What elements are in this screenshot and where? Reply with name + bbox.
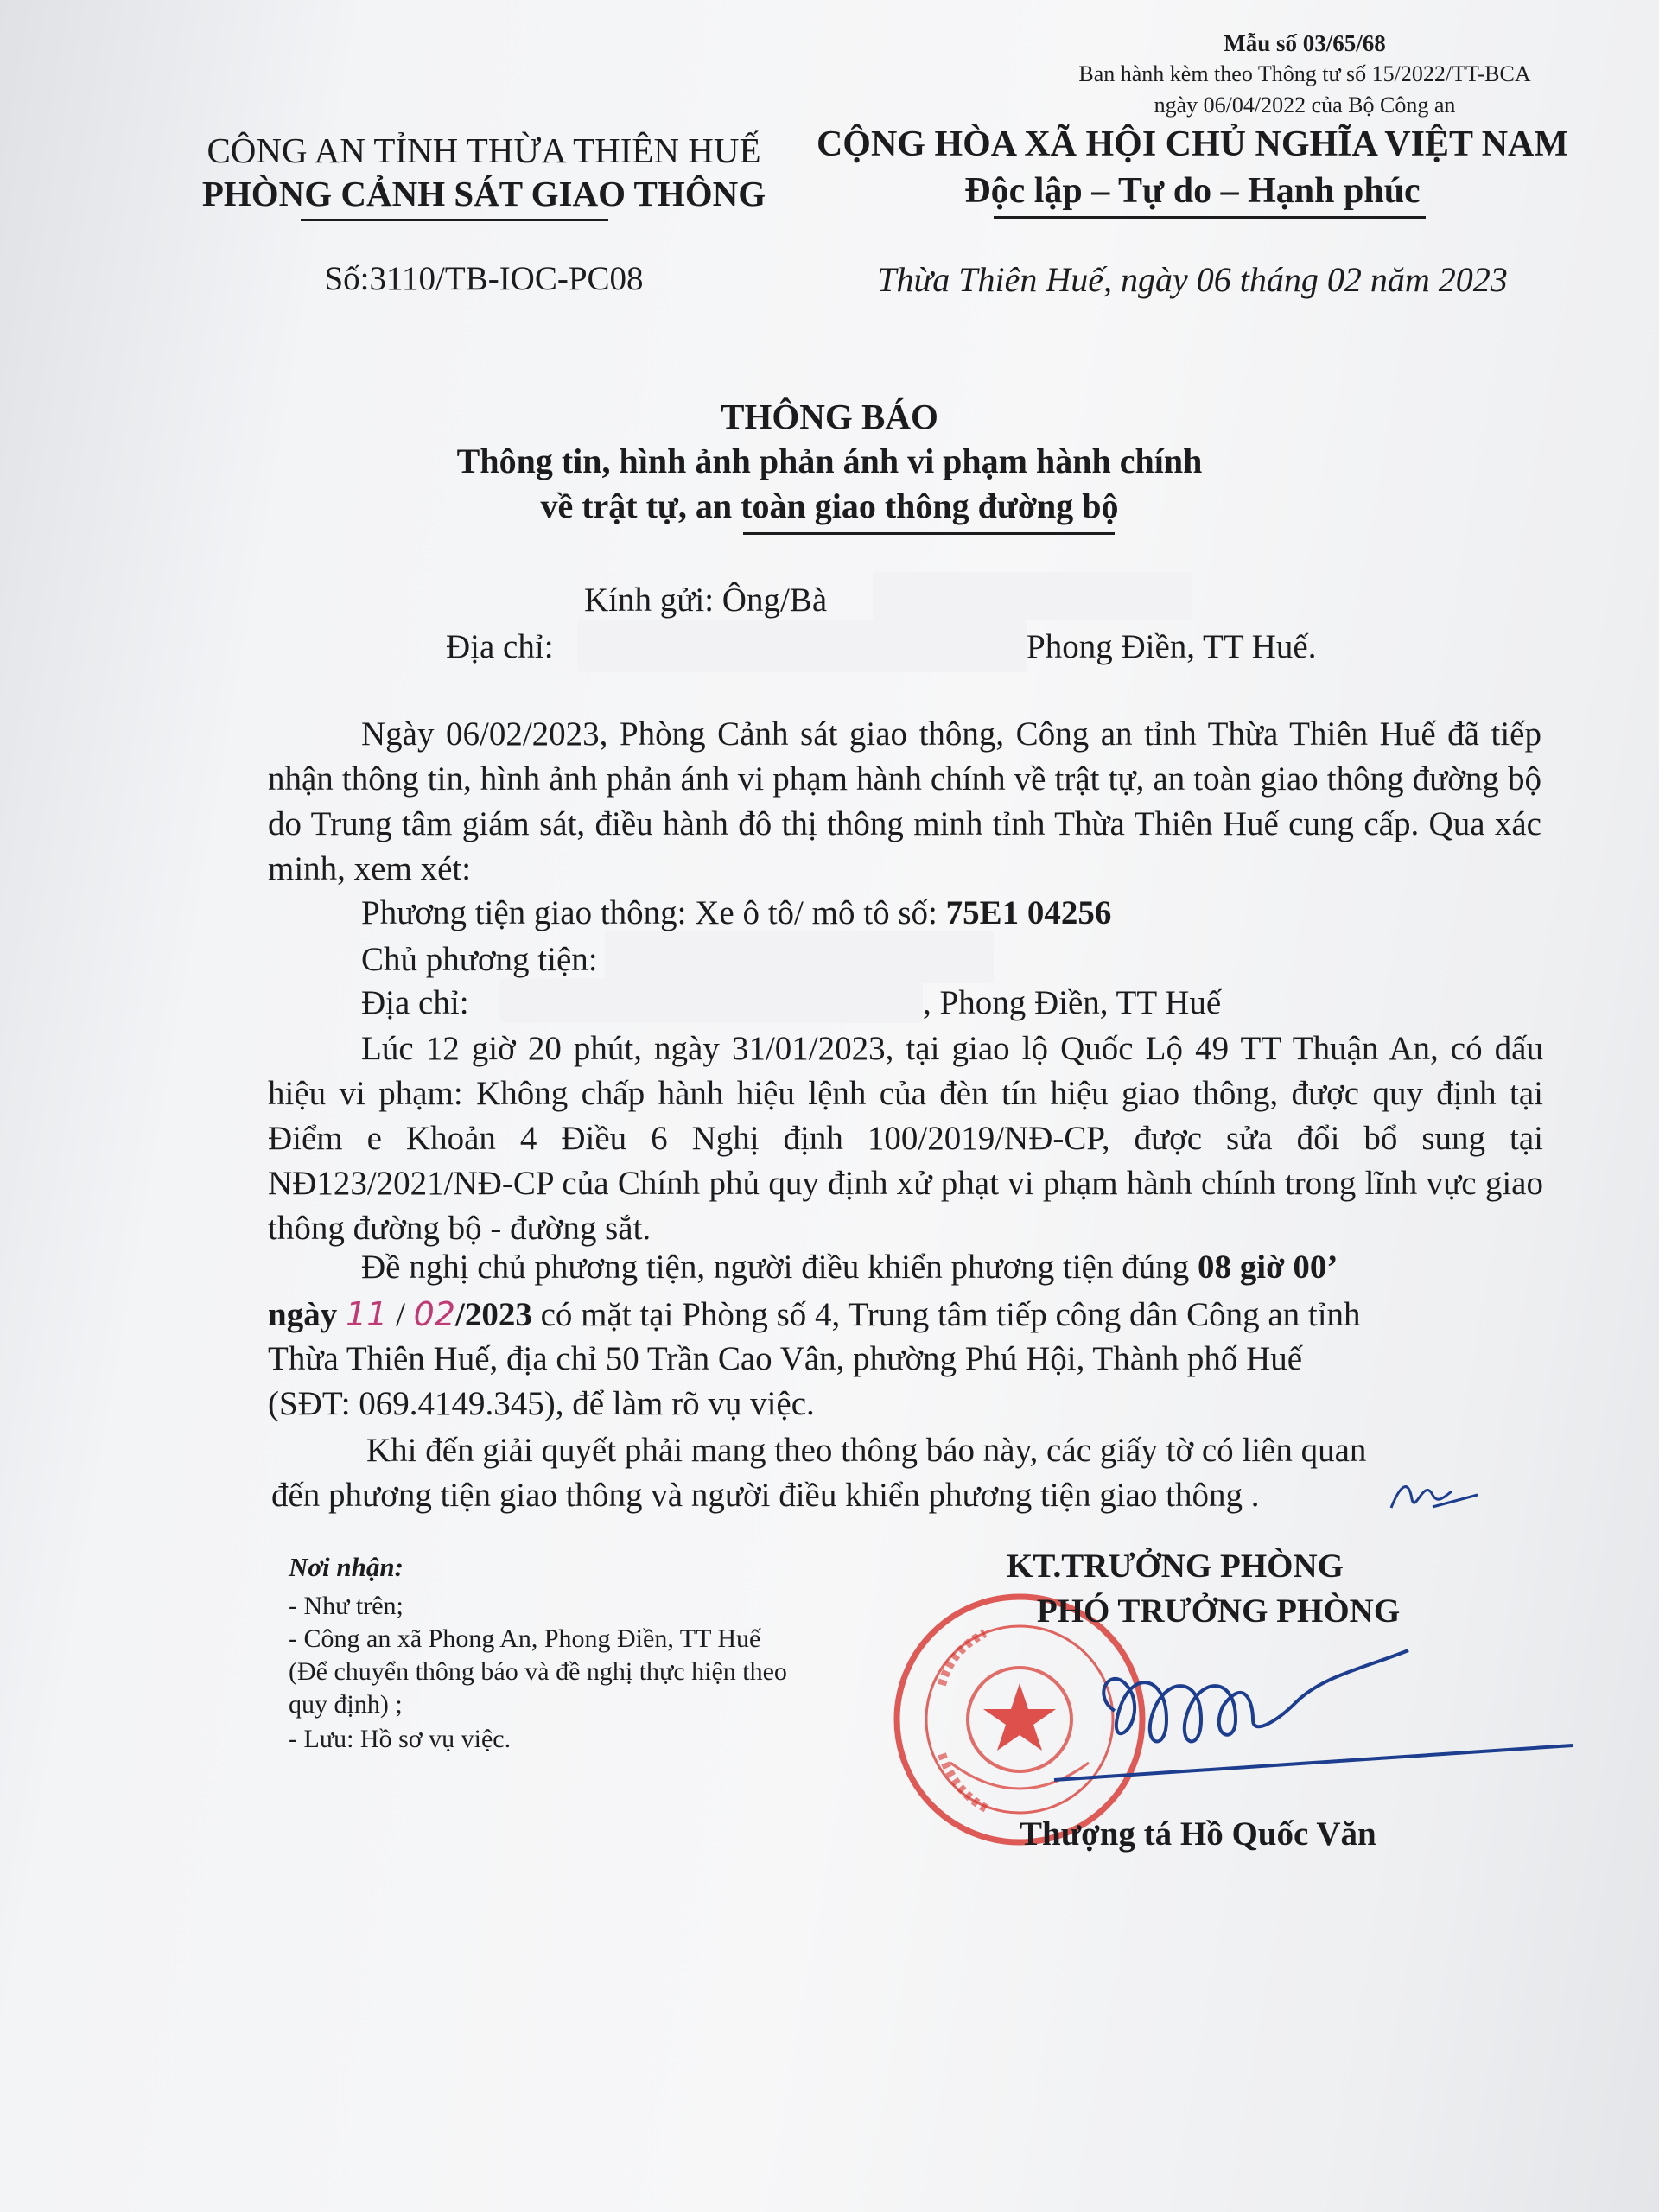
- paragraph-request-line4: (SĐT: 069.4149.345), để làm rõ vụ việc.: [268, 1385, 815, 1422]
- owner-address-label: Địa chỉ:: [361, 984, 469, 1021]
- agency-underline: [301, 219, 608, 221]
- title-underline: [743, 532, 1115, 535]
- redacted-owner: [605, 931, 994, 983]
- appointment-day-label: ngày: [268, 1296, 338, 1333]
- paragraph-intro: Ngày 06/02/2023, Phòng Cảnh sát giao thông, Công an tỉnh Thừa Thiên Huế đã tiếp nhận thông tin, hình ảnh phản ánh vi phạm hành chính về trật tự, an toàn giao thông đường bộ do Trung tâm giám sát, điều hành đô thị thông minh tỉnh Thừa Thiên Huế cung cấp. Qua xác minh, xem xét:: [268, 715, 1541, 887]
- recipient-4: quy định) ;: [289, 1690, 403, 1719]
- owner-label: Chủ phương tiện:: [361, 941, 598, 978]
- initial-mark-icon: [1382, 1460, 1486, 1521]
- paragraph-violation: Lúc 12 giờ 20 phút, ngày 31/01/2023, tại giao lộ Quốc Lộ 49 TT Thuận An, có dấu hiệu vi phạm: Không chấp hành hiệu lệnh của đèn tín hiệu giao thông, được quy định tại Điểm e Khoản 4 Điều 6 Nghị định 100/2019/NĐ-CP, được sửa đổi bổ sung tại NĐ123/2021/NĐ-CP của Chính phủ quy định xử phạt vi phạm hành chính trong lĩnh vực giao thông đường bộ - đường sắt.: [268, 1030, 1543, 1247]
- form-code: Mẫu số 03/65/68: [1224, 30, 1386, 56]
- handwritten-day: 11: [345, 1295, 388, 1333]
- agency-name: CÔNG AN TỈNH THỪA THIÊN HUẾ: [207, 130, 761, 170]
- document-subtitle-2: về trật tự, an toàn giao thông đường bộ: [540, 486, 1119, 525]
- redacted-address: [577, 620, 1027, 672]
- document-title: THÔNG BÁO: [721, 397, 938, 436]
- vehicle-plate: 75E1 04256: [945, 894, 1112, 931]
- owner-address-tail: , Phong Điền, TT Huế: [923, 984, 1222, 1021]
- request-text: Đề nghị chủ phương tiện, người điều khiển phương tiện đúng: [361, 1249, 1198, 1286]
- form-issued-line2: ngày 06/04/2022 của Bộ Công an: [1154, 92, 1456, 118]
- agency-department: [173, 171, 795, 217]
- redacted-name: [873, 572, 1192, 620]
- appointment-place: có mặt tại Phòng số 4, Trung tâm tiếp công dân Công an tỉnh: [531, 1296, 1361, 1333]
- paragraph-note-line1: Khi đến giải quyết phải mang theo thông báo này, các giấy tờ có liên quan: [366, 1432, 1367, 1469]
- date-separator: /: [396, 1296, 405, 1333]
- signature-scribble-icon: [1037, 1642, 1590, 1797]
- signature-title-1: KT.TRƯỞNG PHÒNG: [1007, 1548, 1344, 1585]
- document-number: Số:3110/TB-IOC-PC08: [324, 260, 644, 297]
- form-issued-line1: Ban hành kèm theo Thông tư số 15/2022/TT-BCA: [1078, 61, 1531, 87]
- greeting: Kính gửi: Ông/Bà: [584, 582, 828, 619]
- recipient-2: - Công an xã Phong An, Phong Điền, TT Huế: [289, 1624, 761, 1653]
- address-tail: Phong Điền, TT Huế.: [1027, 628, 1317, 665]
- agency-department-text: PHÒNG CẢNH SÁT GIAO THÔNG: [201, 174, 766, 213]
- appointment-year: /2023: [455, 1296, 532, 1333]
- recipients-heading: Nơi nhận:: [289, 1552, 404, 1582]
- place-date: Thừa Thiên Huế, ngày 06 tháng 02 năm 2023: [877, 260, 1508, 299]
- appointment-time: 08 giờ 00’: [1198, 1249, 1338, 1286]
- form-number-block: [1002, 28, 1607, 120]
- paragraph-request-line3: Thừa Thiên Huế, địa chỉ 50 Trần Cao Vân, phường Phú Hội, Thành phố Huế: [268, 1340, 1303, 1377]
- signer-name: Thượng tá Hồ Quốc Văn: [1020, 1815, 1376, 1853]
- paragraph-request-line2: [268, 1291, 1361, 1338]
- document-subtitle-1: Thông tin, hình ảnh phản ánh vi phạm hành chính: [456, 442, 1203, 480]
- recipient-1: - Như trên;: [289, 1592, 404, 1620]
- vehicle-line: [361, 890, 1111, 937]
- address-label: Địa chỉ:: [446, 628, 554, 665]
- nation-motto: Độc lập – Tự do – Hạnh phúc: [964, 171, 1421, 211]
- signature-title-2: PHÓ TRƯỞNG PHÒNG: [1036, 1592, 1401, 1630]
- redacted-owner-address: [499, 978, 923, 1023]
- recipient-3: (Để chuyển thông báo và đề nghị thực hiện theo: [289, 1657, 787, 1686]
- paragraph-request-line1: [361, 1244, 1545, 1291]
- recipient-5: - Lưu: Hồ sơ vụ việc.: [289, 1725, 512, 1753]
- vehicle-label: Phương tiện giao thông: Xe ô tô/ mô tô số:: [361, 894, 946, 931]
- handwritten-month: 02: [413, 1295, 456, 1333]
- motto-underline: [994, 216, 1426, 219]
- paragraph-note-line2: đến phương tiện giao thông và người điều khiển phương tiện giao thông .: [271, 1477, 1260, 1514]
- nation-title: CỘNG HÒA XÃ HỘI CHỦ NGHĨA VIỆT NAM: [816, 124, 1569, 164]
